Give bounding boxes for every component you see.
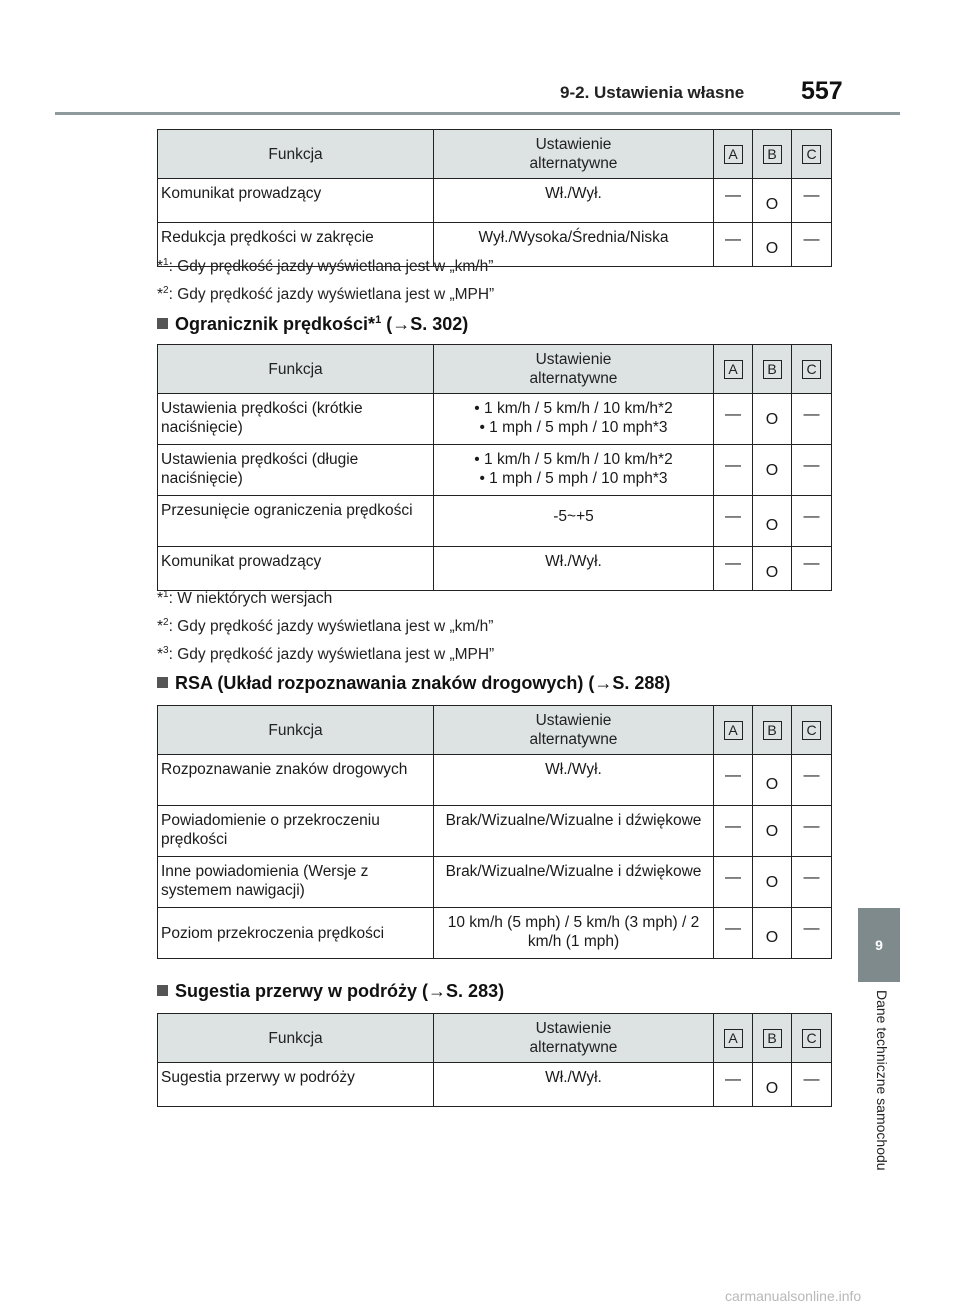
cell-b-circle: O bbox=[753, 908, 792, 959]
col-b-label: B bbox=[763, 721, 782, 740]
section-header: 9-2. Ustawienia własne bbox=[560, 83, 745, 102]
cell-b-circle: O bbox=[753, 547, 792, 591]
cell-a-dash: — bbox=[714, 1063, 753, 1107]
col-a-label: A bbox=[724, 1029, 743, 1048]
col-c-label: C bbox=[802, 721, 821, 740]
cell-ustawienie: Brak/Wizualne/Wizualne i dźwiękowe bbox=[434, 806, 714, 857]
col-funkcja: Funkcja bbox=[158, 130, 434, 179]
section-title: Sugestia przerwy w podróży (→S. 283) bbox=[175, 981, 505, 1001]
cell-c-dash: — bbox=[792, 394, 832, 445]
cell-a-dash: — bbox=[714, 547, 753, 591]
cell-funkcja: Rozpoznawanie znaków drogowych bbox=[158, 755, 434, 806]
cell-funkcja: Komunikat prowadzący bbox=[158, 547, 434, 591]
cell-ustawienie: Wł./Wył. bbox=[434, 547, 714, 591]
cell-ustawienie bbox=[434, 445, 714, 496]
footnote-text: : Gdy prędkość jazdy wyświetlana jest w „km/h” bbox=[168, 258, 494, 276]
cell-a-dash: — bbox=[714, 806, 753, 857]
section-sup: 1 bbox=[375, 314, 382, 326]
section-title: Ogranicznik prędkości* bbox=[175, 314, 376, 334]
cell-ustawienie bbox=[434, 394, 714, 445]
footnote bbox=[157, 617, 493, 636]
col-b bbox=[753, 345, 792, 394]
section-heading-speed-limiter bbox=[157, 314, 468, 335]
col-ustawienie: Ustawienie alternatywne bbox=[434, 1014, 714, 1063]
col-a-label: A bbox=[724, 360, 743, 379]
cell-funkcja: Redukcja prędkości w zakręcie bbox=[158, 223, 434, 267]
footnote bbox=[157, 645, 494, 664]
col-c-label: C bbox=[802, 145, 821, 164]
cell-b-circle: O bbox=[753, 179, 792, 223]
col-c-label: C bbox=[802, 360, 821, 379]
section-ref: (→S. 302) bbox=[381, 314, 469, 334]
table-row bbox=[158, 179, 832, 223]
chapter-side-label bbox=[868, 990, 892, 1210]
section-heading-break-suggestion bbox=[157, 981, 504, 1002]
cell-c-dash: — bbox=[792, 179, 832, 223]
cell-c-dash: — bbox=[792, 806, 832, 857]
cell-funkcja: Ustawienia prędkości (krótkie naciśnięcie) bbox=[158, 394, 434, 445]
cell-c-dash: — bbox=[792, 547, 832, 591]
cell-funkcja: Przesunięcie ograniczenia prędkości bbox=[158, 496, 434, 547]
cell-c-dash: — bbox=[792, 755, 832, 806]
cell-line: • 1 km/h / 5 km/h / 10 km/h*2 bbox=[474, 400, 673, 417]
cell-a-dash: — bbox=[714, 179, 753, 223]
cell-ustawienie: Wł./Wył. bbox=[434, 1063, 714, 1107]
col-c bbox=[792, 130, 832, 179]
cell-funkcja: Sugestia przerwy w podróży bbox=[158, 1063, 434, 1107]
cell-c-dash: — bbox=[792, 857, 832, 908]
cell-c-dash: — bbox=[792, 1063, 832, 1107]
footnote-text: : Gdy prędkość jazdy wyświetlana jest w „MPH” bbox=[168, 286, 495, 304]
section-title: RSA (Układ rozpoznawania znaków drogowych) (→S. 288) bbox=[175, 673, 671, 693]
cell-c-dash: — bbox=[792, 908, 832, 959]
table-row bbox=[158, 445, 832, 496]
cell-line: • 1 km/h / 5 km/h / 10 km/h*2 bbox=[474, 451, 673, 468]
cell-c-dash: — bbox=[792, 223, 832, 267]
table-row bbox=[158, 755, 832, 806]
cell-c-dash: — bbox=[792, 445, 832, 496]
col-b-label: B bbox=[763, 360, 782, 379]
bullet-square-icon bbox=[157, 318, 168, 329]
table-row bbox=[158, 496, 832, 547]
col-b-label: B bbox=[763, 145, 782, 164]
footnote-mark: *$^3$ bbox=[157, 645, 169, 664]
header-rule bbox=[55, 112, 900, 115]
col-ustawienie: Ustawienie alternatywne bbox=[434, 706, 714, 755]
cell-ustawienie: Wł./Wył. bbox=[434, 179, 714, 223]
cell-line: • 1 mph / 5 mph / 10 mph*3 bbox=[479, 470, 668, 487]
cell-ustawienie: Wył./Wysoka/Średnia/Niska bbox=[434, 223, 714, 267]
cell-ustawienie: Wł./Wył. bbox=[434, 755, 714, 806]
chapter-tab: 9 bbox=[858, 908, 900, 982]
col-b bbox=[753, 130, 792, 179]
footnote-text: : Gdy prędkość jazdy wyświetlana jest w „km/h” bbox=[168, 618, 494, 636]
table-header-row bbox=[158, 706, 832, 755]
col-a bbox=[714, 130, 753, 179]
cell-b-circle: O bbox=[753, 394, 792, 445]
col-a bbox=[714, 706, 753, 755]
col-c bbox=[792, 1014, 832, 1063]
col-b-label: B bbox=[763, 1029, 782, 1048]
col-c-label: C bbox=[802, 1029, 821, 1048]
footnote bbox=[157, 285, 494, 304]
col-a bbox=[714, 345, 753, 394]
table-row bbox=[158, 857, 832, 908]
table-speed-limiter bbox=[157, 344, 832, 591]
cell-a-dash: — bbox=[714, 445, 753, 496]
col-b bbox=[753, 1014, 792, 1063]
table-row bbox=[158, 806, 832, 857]
cell-b-circle: O bbox=[753, 806, 792, 857]
cell-a-dash: — bbox=[714, 394, 753, 445]
table-row bbox=[158, 1063, 832, 1107]
table-break-suggestion bbox=[157, 1013, 832, 1107]
bullet-square-icon bbox=[157, 985, 168, 996]
table-row bbox=[158, 394, 832, 445]
cell-funkcja: Inne powiadomienia (Wersje z systemem nawigacji) bbox=[158, 857, 434, 908]
table-row bbox=[158, 547, 832, 591]
table-rsa bbox=[157, 705, 832, 959]
cell-b-circle: O bbox=[753, 496, 792, 547]
table-header-row bbox=[158, 130, 832, 179]
chapter-side-label-text: Dane techniczne samochodu bbox=[874, 990, 890, 1171]
col-funkcja: Funkcja bbox=[158, 1014, 434, 1063]
cell-a-dash: — bbox=[714, 857, 753, 908]
footnote-mark: *$^2$ bbox=[157, 617, 169, 636]
cell-funkcja: Poziom przekroczenia prędkości bbox=[158, 908, 434, 959]
footnote-mark: *$^1$ bbox=[157, 589, 169, 608]
section-heading-rsa bbox=[157, 673, 670, 694]
col-a-label: A bbox=[724, 145, 743, 164]
cell-b-circle: O bbox=[753, 223, 792, 267]
cell-ustawienie: -5~+5 bbox=[434, 496, 714, 547]
cell-b-circle: O bbox=[753, 445, 792, 496]
table-row bbox=[158, 908, 832, 959]
cell-b-circle: O bbox=[753, 1063, 792, 1107]
cell-a-dash: — bbox=[714, 223, 753, 267]
cell-b-circle: O bbox=[753, 755, 792, 806]
col-ustawienie: Ustawienie alternatywne bbox=[434, 345, 714, 394]
col-a-label: A bbox=[724, 721, 743, 740]
footnote-mark: *$^1$ bbox=[157, 257, 169, 276]
footnote bbox=[157, 257, 493, 276]
cell-ustawienie: 10 km/h (5 mph) / 5 km/h (3 mph) / 2 km/h (1 mph) bbox=[434, 908, 714, 959]
footnote-text: : W niektórych wersjach bbox=[168, 590, 333, 608]
cell-funkcja: Komunikat prowadzący bbox=[158, 179, 434, 223]
cell-a-dash: — bbox=[714, 755, 753, 806]
cell-funkcja: Ustawienia prędkości (długie naciśnięcie) bbox=[158, 445, 434, 496]
bullet-square-icon bbox=[157, 677, 168, 688]
col-ustawienie: Ustawienie alternatywne bbox=[434, 130, 714, 179]
table-header-row bbox=[158, 345, 832, 394]
col-a bbox=[714, 1014, 753, 1063]
table-header-row bbox=[158, 1014, 832, 1063]
col-funkcja: Funkcja bbox=[158, 345, 434, 394]
watermark: carmanualsonline.info bbox=[725, 1288, 862, 1304]
footnote-mark: *$^2$ bbox=[157, 285, 169, 304]
cell-b-circle: O bbox=[753, 857, 792, 908]
cell-a-dash: — bbox=[714, 908, 753, 959]
cell-c-dash: — bbox=[792, 496, 832, 547]
cell-line: • 1 mph / 5 mph / 10 mph*3 bbox=[479, 419, 668, 436]
col-c bbox=[792, 345, 832, 394]
col-c bbox=[792, 706, 832, 755]
footnote-text: : Gdy prędkość jazdy wyświetlana jest w „MPH” bbox=[168, 646, 495, 664]
page-number: 557 bbox=[801, 77, 843, 105]
table-settings-1 bbox=[157, 129, 832, 267]
cell-a-dash: — bbox=[714, 496, 753, 547]
cell-ustawienie: Brak/Wizualne/Wizualne i dźwiękowe bbox=[434, 857, 714, 908]
cell-funkcja: Powiadomienie o przekroczeniu prędkości bbox=[158, 806, 434, 857]
footnote bbox=[157, 589, 332, 608]
col-b bbox=[753, 706, 792, 755]
col-funkcja: Funkcja bbox=[158, 706, 434, 755]
